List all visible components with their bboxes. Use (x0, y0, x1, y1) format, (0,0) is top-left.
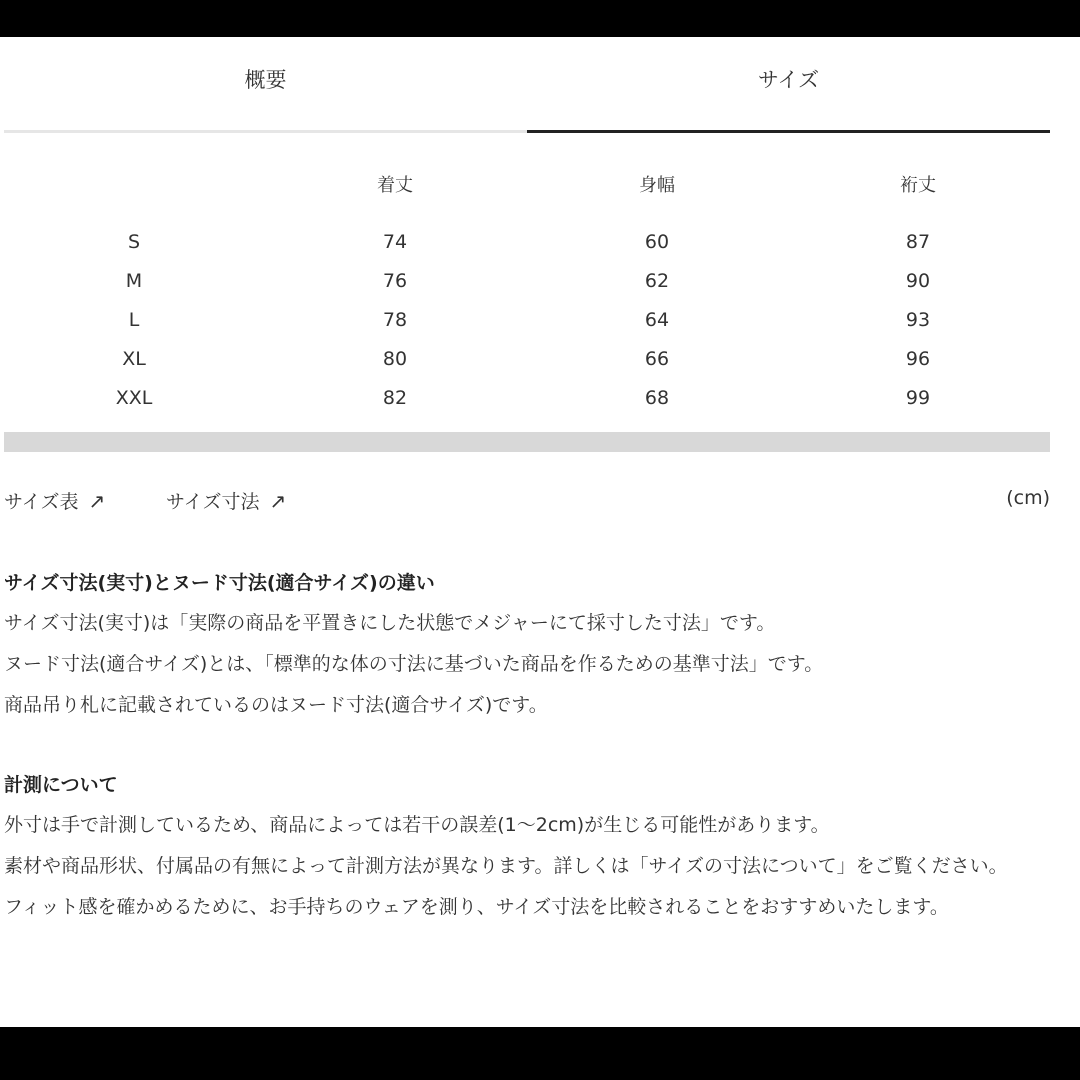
sleeve-value: 99 (905, 387, 931, 409)
paragraph-line: フィット感を確かめるために、お手持ちのウェアを測り、サイズ寸法を比較されることをおすすめいたします。 (4, 896, 949, 918)
tab-size[interactable] (527, 37, 1050, 133)
size-label: XXL (115, 387, 153, 409)
paragraph-line: 商品吊り札に記載されているのはヌード寸法(適合サイズ)です。 (4, 694, 548, 716)
width-value: 68 (644, 387, 670, 409)
paragraph-line: サイズ寸法(実寸)は「実際の商品を平置きにした状態でメジャーにて採寸した寸法」です。 (4, 612, 776, 634)
length-value: 80 (382, 348, 408, 370)
header-width: 身幅 (639, 175, 675, 196)
horizontal-scrollbar[interactable] (4, 432, 1050, 452)
size-dimensions-link[interactable] (166, 487, 286, 514)
tab-size-active-underline (527, 130, 1050, 133)
size-chart-link[interactable] (4, 487, 105, 514)
tab-bar (4, 37, 1050, 133)
section-title: 計測について (4, 774, 118, 796)
sleeve-value: 90 (905, 270, 931, 292)
length-value: 76 (382, 270, 408, 292)
unit-label: (cm) (1006, 487, 1050, 509)
width-value: 66 (644, 348, 670, 370)
table-row (4, 309, 1050, 348)
size-label: XL (122, 348, 146, 370)
header-length: 着丈 (377, 175, 413, 196)
external-link-icon: ↗ (88, 489, 106, 513)
size-difference-section (4, 563, 1064, 726)
width-value: 62 (644, 270, 670, 292)
table-row (4, 387, 1050, 426)
table-row (4, 348, 1050, 387)
sleeve-value: 96 (905, 348, 931, 370)
tab-size-label: サイズ (757, 68, 820, 92)
length-value: 74 (382, 231, 408, 253)
width-value: 64 (644, 309, 670, 331)
table-row (4, 270, 1050, 309)
width-value: 60 (644, 231, 670, 253)
table-body (4, 231, 1050, 426)
paragraph-line: ヌード寸法(適合サイズ)とは、「標準的な体の寸法に基づいた商品を作るための基準寸法」です。 (4, 653, 824, 675)
measurement-section (4, 765, 1064, 928)
size-label: L (128, 309, 140, 331)
table-row (4, 231, 1050, 270)
tab-overview-label: 概要 (244, 68, 287, 92)
size-links-row (4, 487, 1050, 517)
size-guide-panel (0, 37, 1080, 1027)
external-link-icon: ↗ (269, 489, 287, 513)
paragraph-line: 外寸は手で計測しているため、商品によっては若干の誤差(1〜2cm)が生じる可能性があります。 (4, 814, 830, 836)
tab-overview[interactable] (4, 37, 527, 133)
section-title: サイズ寸法(実寸)とヌード寸法(適合サイズ)の違い (4, 572, 435, 594)
sleeve-value: 87 (905, 231, 931, 253)
paragraph-line: 素材や商品形状、付属品の有無によって計測方法が異なります。詳しくは「サイズの寸法について」をご覧ください。 (4, 855, 1008, 877)
length-value: 82 (382, 387, 408, 409)
size-table (4, 165, 1050, 409)
length-value: 78 (382, 309, 408, 331)
size-label: S (127, 231, 141, 253)
header-sleeve: 裄丈 (900, 175, 936, 196)
size-chart-link-label: サイズ表 (4, 491, 79, 513)
size-dimensions-link-label: サイズ寸法 (166, 491, 260, 513)
tab-overview-underline (4, 130, 527, 133)
sleeve-value: 93 (905, 309, 931, 331)
table-header-row (4, 165, 1050, 225)
size-label: M (125, 270, 143, 292)
